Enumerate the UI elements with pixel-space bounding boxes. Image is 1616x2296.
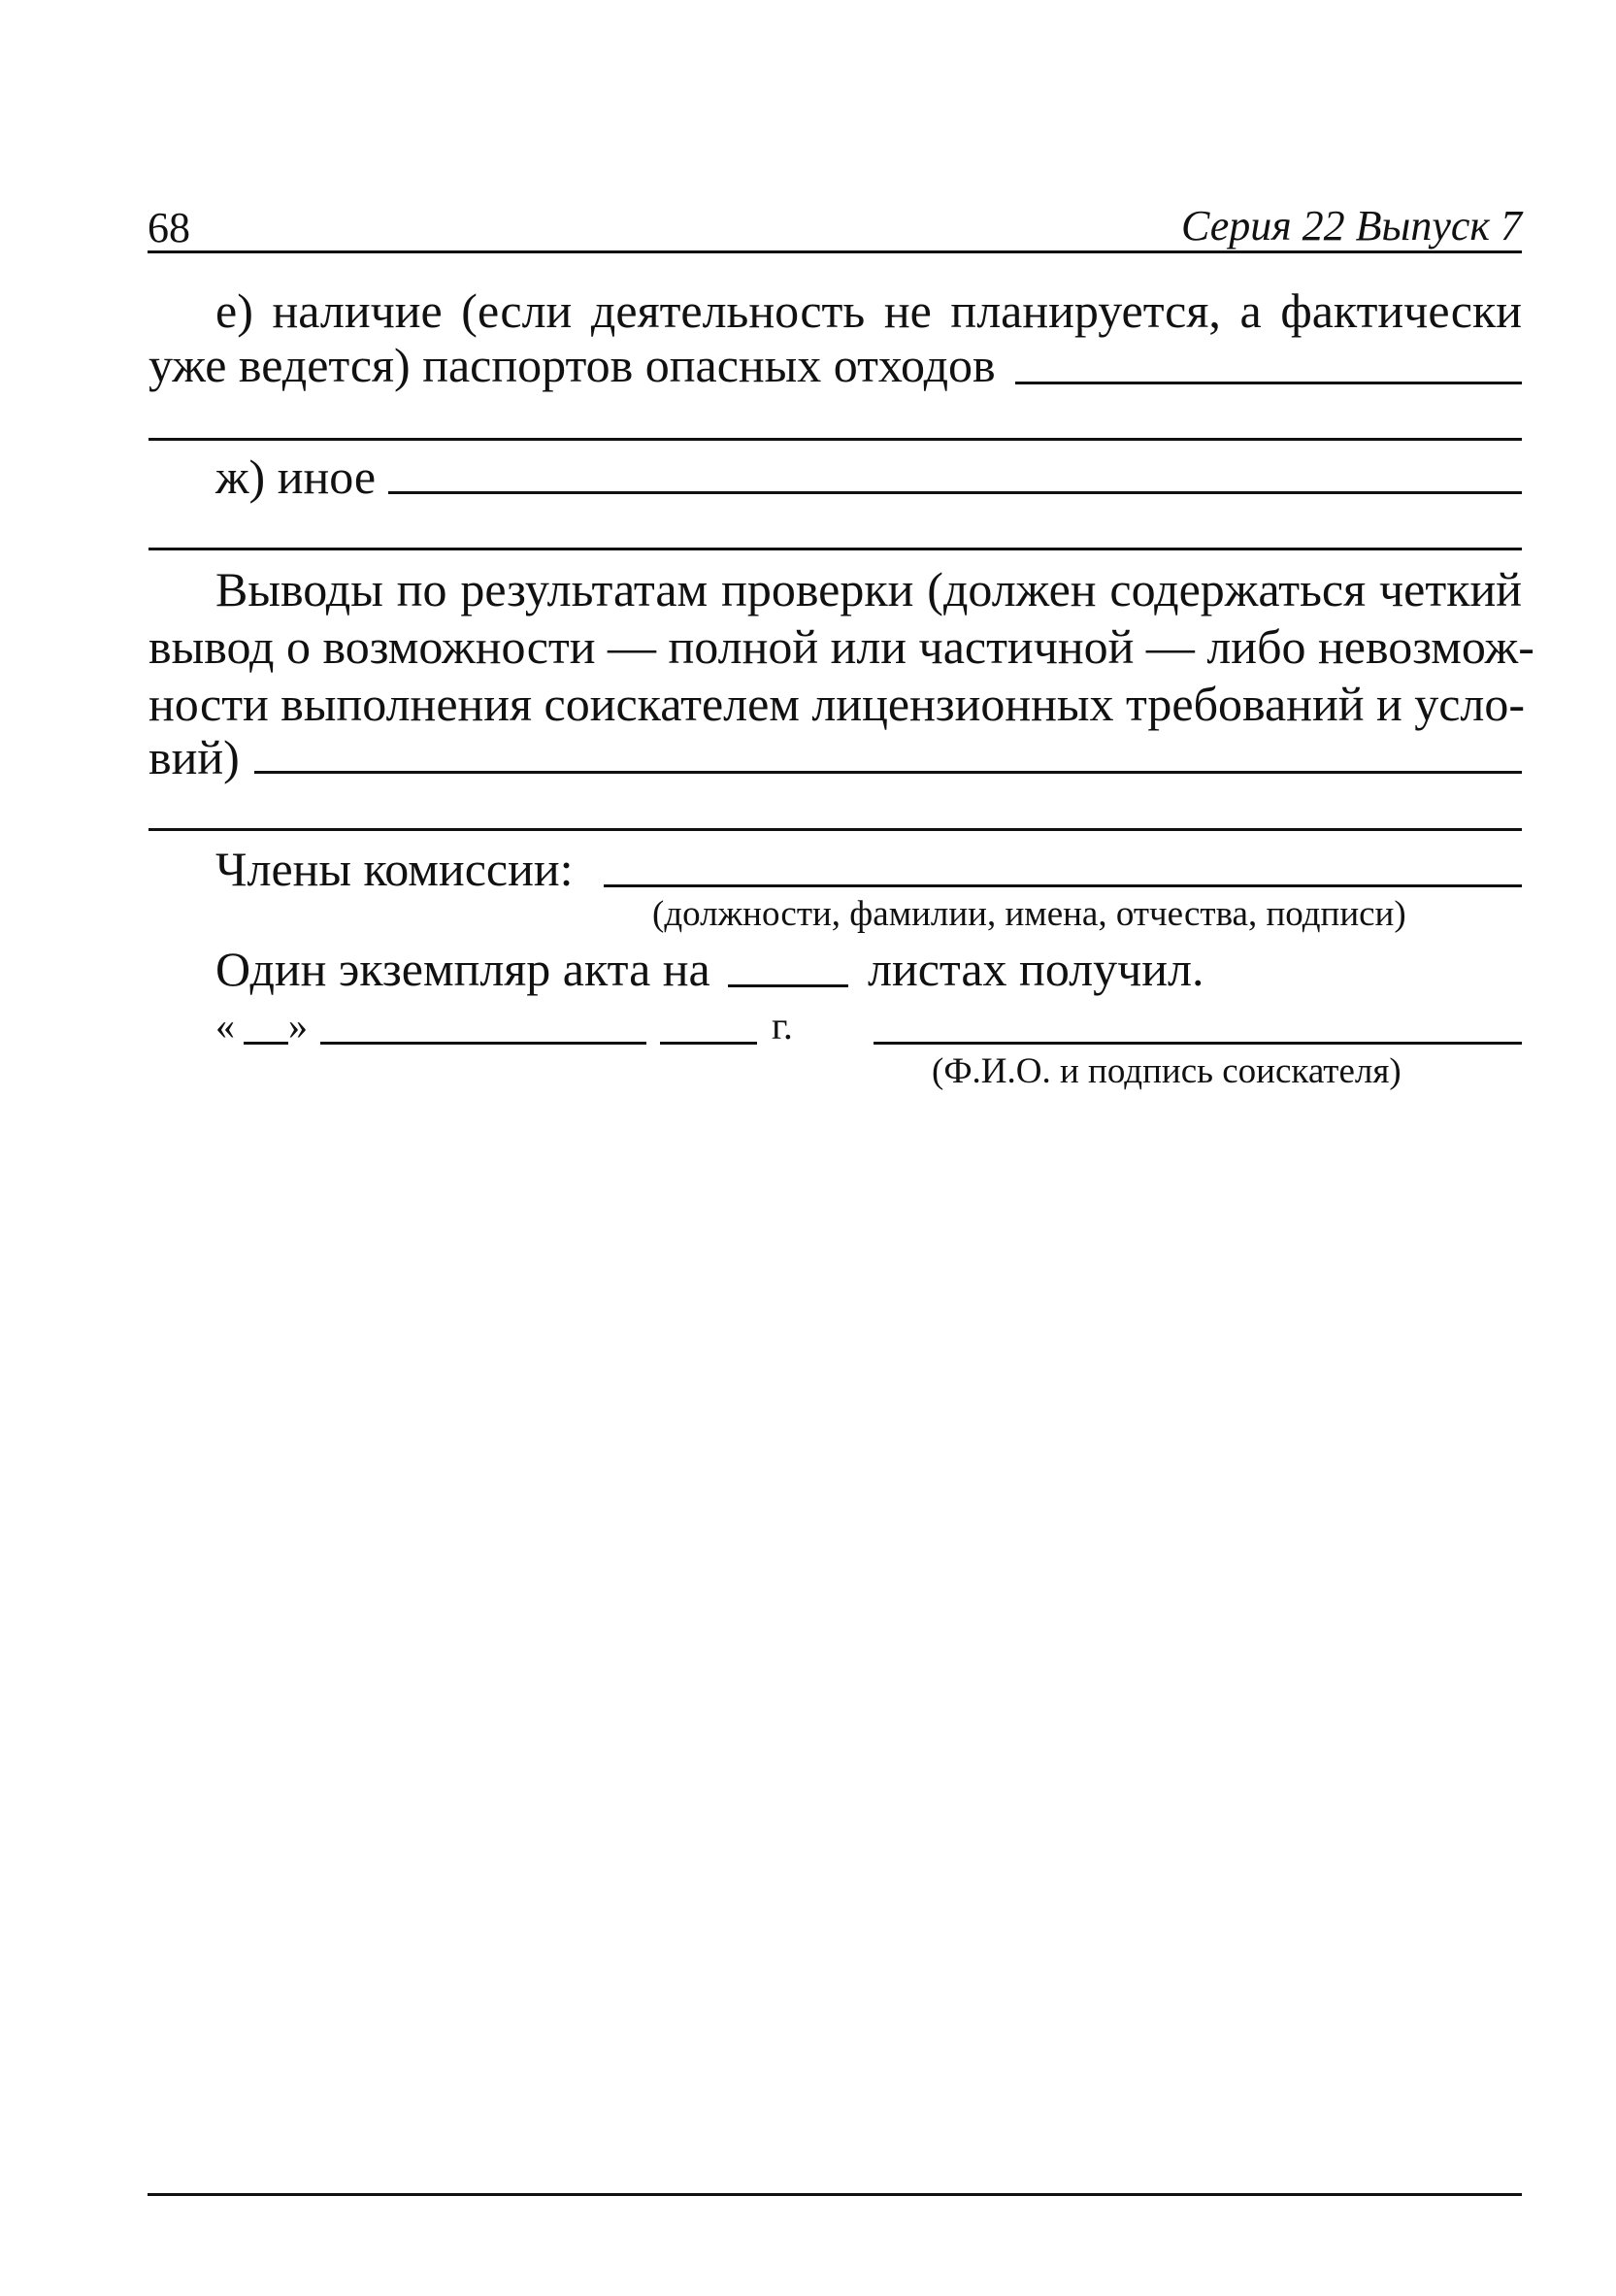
conclusions-blank-1[interactable] — [254, 771, 1522, 774]
month-blank[interactable] — [320, 1042, 646, 1045]
day-blank[interactable] — [244, 1042, 288, 1045]
conclusions-line-3: ности выполнения соискателем лицензионных требований и усло- — [148, 677, 1526, 731]
item-zh-blank-1[interactable] — [388, 491, 1522, 494]
year-suffix: г. — [772, 1004, 793, 1048]
item-e-blank-2[interactable] — [148, 438, 1522, 441]
footer-rule — [148, 2193, 1522, 2196]
conclusions-line-4: вий) — [148, 730, 240, 784]
applicant-signature-blank[interactable] — [874, 1042, 1522, 1045]
receipt-suffix: листах получил. — [868, 942, 1204, 996]
year-blank[interactable] — [660, 1042, 757, 1045]
open-quote: « — [215, 1004, 235, 1048]
commission-blank[interactable] — [604, 884, 1522, 887]
commission-label: Члены комиссии: — [215, 842, 574, 896]
item-e-line-1: е) наличие (если деятельность не планируется, а фактически — [215, 283, 1522, 338]
item-e-blank-1[interactable] — [1015, 382, 1522, 384]
signature-caption: (Ф.И.О. и подпись соискателя) — [932, 1051, 1402, 1091]
commission-caption: (должности, фамилии, имена, отчества, подписи) — [652, 894, 1406, 934]
item-zh-label: ж) иное — [215, 449, 377, 504]
receipt-prefix: Один экземпляр акта на — [215, 942, 710, 996]
item-e-line-2: уже ведется) паспортов опасных отходов — [148, 338, 996, 392]
page-number: 68 — [148, 204, 190, 251]
conclusions-line-2: вывод о возможности — полной или частичной — либо невозмож- — [148, 619, 1534, 674]
series-title: Серия 22 Выпуск 7 — [1181, 202, 1522, 250]
close-quote: » — [288, 1004, 308, 1048]
item-zh-blank-2[interactable] — [148, 548, 1522, 550]
conclusions-blank-2[interactable] — [148, 828, 1522, 831]
conclusions-line-1: Выводы по результатам проверки (должен содержаться четкий — [215, 562, 1522, 616]
header-rule — [148, 250, 1522, 253]
sheets-count-blank[interactable] — [728, 984, 848, 987]
